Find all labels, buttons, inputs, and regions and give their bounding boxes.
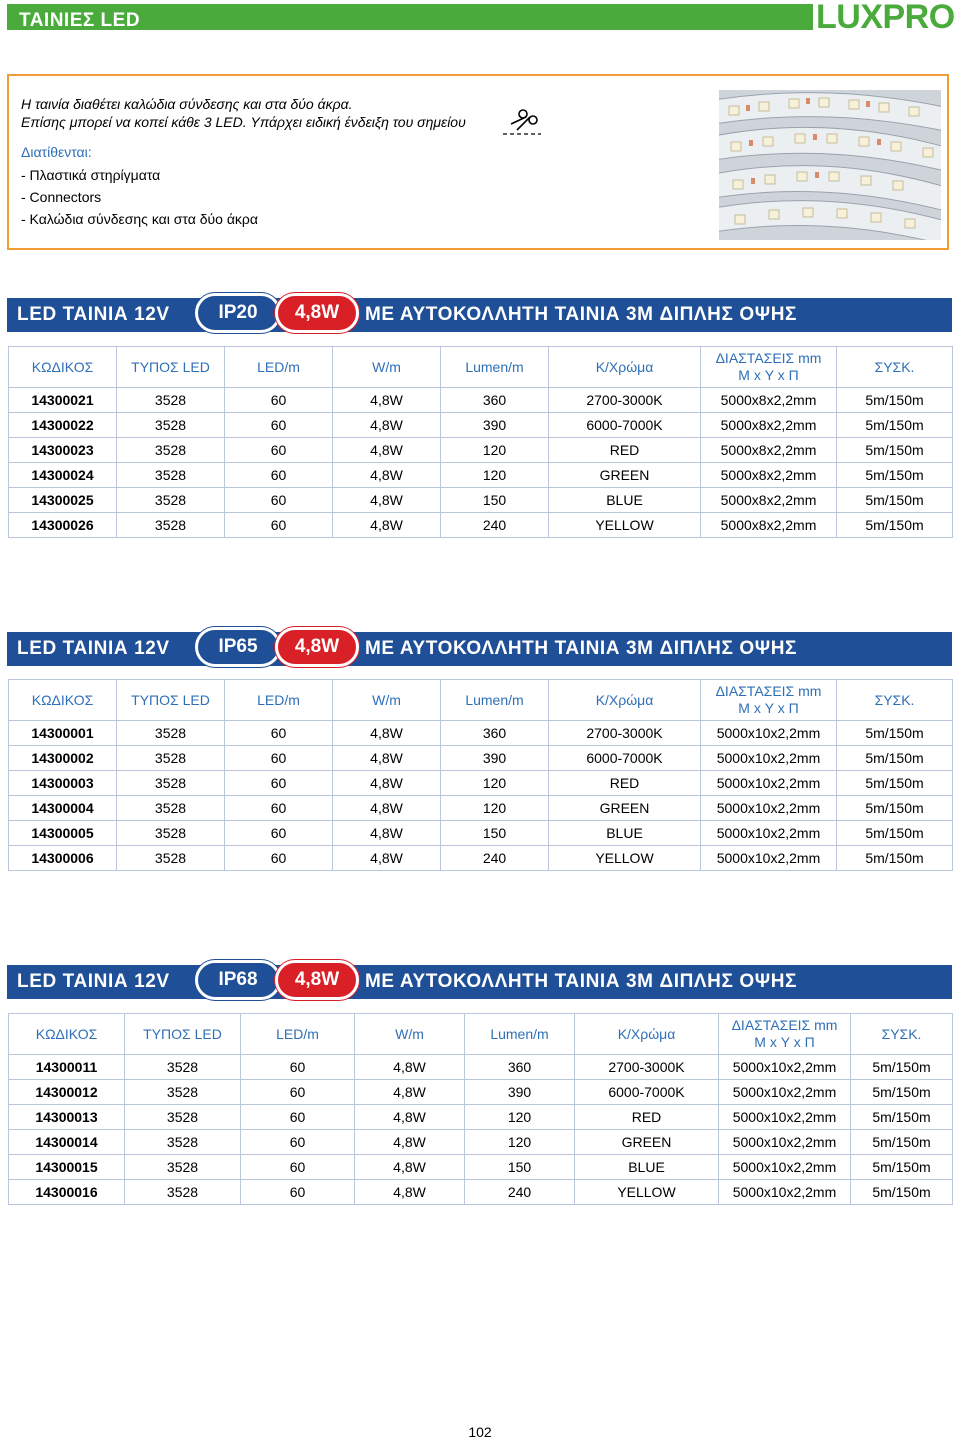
led-type-cell: 3528	[117, 746, 225, 771]
watt-cell: 4,8W	[333, 796, 441, 821]
col-header-dimensions	[719, 1014, 851, 1055]
dimensions-cell: 5000x10x2,2mm	[719, 1105, 851, 1130]
package-cell: 5m/150m	[851, 1180, 953, 1205]
dimensions-axes-label: Μ x Υ x Π	[738, 700, 799, 716]
led-per-m-cell: 60	[225, 413, 333, 438]
color-cell: YELLOW	[549, 846, 701, 871]
watt-cell: 4,8W	[333, 746, 441, 771]
watt-cell: 4,8W	[333, 846, 441, 871]
table-row	[9, 821, 953, 846]
col-header-watt-per-m: W/m	[333, 347, 441, 388]
section-subtitle: ΜΕ ΑΥΤΟΚΟΛΛΗΤΗ ΤΑΙΝΙΑ 3M ΔΙΠΛΗΣ ΟΨΗΣ	[365, 638, 798, 659]
lumen-cell: 390	[441, 413, 549, 438]
col-header-led-type: ΤΥΠΟΣ LED	[117, 347, 225, 388]
led-type-cell: 3528	[117, 721, 225, 746]
table-row	[9, 388, 953, 413]
watt-cell: 4,8W	[355, 1105, 465, 1130]
table-row	[9, 413, 953, 438]
table-row	[9, 438, 953, 463]
watt-cell: 4,8W	[355, 1055, 465, 1080]
led-per-m-cell: 60	[225, 746, 333, 771]
page-title: ΤΑΙΝΙΕΣ LED	[19, 10, 141, 31]
col-header-package: ΣΥΣΚ.	[837, 680, 953, 721]
package-cell: 5m/150m	[837, 821, 953, 846]
dimensions-label: ΔΙΑΣΤΑΣΕΙΣ mm	[715, 350, 822, 366]
code-cell: 14300023	[9, 438, 117, 463]
lumen-cell: 240	[441, 513, 549, 538]
package-cell: 5m/150m	[837, 513, 953, 538]
section-subtitle: ΜΕ ΑΥΤΟΚΟΛΛΗΤΗ ΤΑΙΝΙΑ 3M ΔΙΠΛΗΣ ΟΨΗΣ	[365, 971, 798, 992]
color-cell: RED	[575, 1105, 719, 1130]
ip-rating-badge: IP68	[195, 960, 281, 1000]
dimensions-cell: 5000x10x2,2mm	[701, 746, 837, 771]
available-item-1: - Πλαστικά στηρίγματα	[21, 167, 161, 183]
spec-table-ip20	[8, 346, 953, 538]
lumen-cell: 240	[465, 1180, 575, 1205]
table-row	[9, 1055, 953, 1080]
led-per-m-cell: 60	[241, 1130, 355, 1155]
package-cell: 5m/150m	[837, 463, 953, 488]
color-cell: YELLOW	[549, 513, 701, 538]
wattage-badge: 4,8W	[275, 293, 359, 333]
section-header-ip65	[7, 632, 952, 666]
lumen-cell: 120	[441, 463, 549, 488]
col-header-dimensions	[701, 347, 837, 388]
lumen-cell: 150	[465, 1155, 575, 1180]
package-cell: 5m/150m	[851, 1130, 953, 1155]
code-cell: 14300002	[9, 746, 117, 771]
ip-rating-badge: IP65	[195, 627, 281, 667]
col-header-package: ΣΥΣΚ.	[837, 347, 953, 388]
color-cell: BLUE	[549, 488, 701, 513]
brand-logo: LUXPRO	[816, 0, 955, 36]
col-header-led-per-m: LED/m	[225, 680, 333, 721]
led-type-cell: 3528	[125, 1105, 241, 1130]
watt-cell: 4,8W	[333, 463, 441, 488]
package-cell: 5m/150m	[837, 846, 953, 871]
color-cell: YELLOW	[575, 1180, 719, 1205]
led-type-cell: 3528	[117, 846, 225, 871]
code-cell: 14300021	[9, 388, 117, 413]
led-type-cell: 3528	[125, 1055, 241, 1080]
led-per-m-cell: 60	[241, 1080, 355, 1105]
table-row	[9, 846, 953, 871]
led-per-m-cell: 60	[225, 388, 333, 413]
dimensions-cell: 5000x10x2,2mm	[719, 1130, 851, 1155]
section-title: LED ΤΑΙΝΙΑ 12V	[17, 638, 170, 659]
package-cell: 5m/150m	[837, 488, 953, 513]
code-cell: 14300001	[9, 721, 117, 746]
dimensions-cell: 5000x10x2,2mm	[719, 1180, 851, 1205]
dimensions-cell: 5000x10x2,2mm	[701, 846, 837, 871]
table-row	[9, 488, 953, 513]
lumen-cell: 390	[441, 746, 549, 771]
led-per-m-cell: 60	[225, 463, 333, 488]
available-label: Διατίθενται:	[21, 144, 92, 160]
lumen-cell: 360	[441, 388, 549, 413]
package-cell: 5m/150m	[837, 413, 953, 438]
table-row	[9, 1080, 953, 1105]
led-type-cell: 3528	[117, 488, 225, 513]
code-cell: 14300024	[9, 463, 117, 488]
col-header-led-per-m: LED/m	[241, 1014, 355, 1055]
dimensions-cell: 5000x10x2,2mm	[701, 821, 837, 846]
dimensions-axes-label: Μ x Υ x Π	[738, 367, 799, 383]
spec-table-ip68	[8, 1013, 953, 1205]
code-cell: 14300026	[9, 513, 117, 538]
lumen-cell: 120	[465, 1105, 575, 1130]
col-header-lumen-per-m: Lumen/m	[441, 347, 549, 388]
table-row	[9, 1105, 953, 1130]
dimensions-cell: 5000x10x2,2mm	[701, 796, 837, 821]
dimensions-cell: 5000x8x2,2mm	[701, 463, 837, 488]
code-cell: 14300025	[9, 488, 117, 513]
package-cell: 5m/150m	[837, 771, 953, 796]
color-cell: 2700-3000K	[575, 1055, 719, 1080]
table-row	[9, 721, 953, 746]
package-cell: 5m/150m	[851, 1155, 953, 1180]
table-header-row	[9, 680, 953, 721]
table-header-row	[9, 1014, 953, 1055]
table-row	[9, 513, 953, 538]
dimensions-cell: 5000x10x2,2mm	[719, 1155, 851, 1180]
code-cell: 14300022	[9, 413, 117, 438]
led-type-cell: 3528	[125, 1180, 241, 1205]
code-cell: 14300004	[9, 796, 117, 821]
led-per-m-cell: 60	[225, 796, 333, 821]
led-type-cell: 3528	[125, 1130, 241, 1155]
led-type-cell: 3528	[125, 1155, 241, 1180]
color-cell: 2700-3000K	[549, 388, 701, 413]
package-cell: 5m/150m	[851, 1055, 953, 1080]
color-cell: 6000-7000K	[549, 413, 701, 438]
watt-cell: 4,8W	[333, 488, 441, 513]
package-cell: 5m/150m	[851, 1105, 953, 1130]
dimensions-cell: 5000x10x2,2mm	[719, 1080, 851, 1105]
code-cell: 14300015	[9, 1155, 125, 1180]
dimensions-cell: 5000x10x2,2mm	[701, 771, 837, 796]
wattage-badge: 4,8W	[275, 960, 359, 1000]
led-strip-photo	[719, 90, 941, 240]
led-per-m-cell: 60	[241, 1055, 355, 1080]
table-row	[9, 1130, 953, 1155]
info-line-1: Η ταινία διαθέτει καλώδια σύνδεσης και στα δύο άκρα.	[21, 96, 353, 112]
led-per-m-cell: 60	[225, 771, 333, 796]
led-type-cell: 3528	[117, 438, 225, 463]
section-header-ip68	[7, 965, 952, 999]
page-number: 102	[468, 1424, 492, 1440]
watt-cell: 4,8W	[333, 821, 441, 846]
dimensions-cell: 5000x10x2,2mm	[701, 721, 837, 746]
table-header-row	[9, 347, 953, 388]
header-bar	[7, 4, 813, 30]
watt-cell: 4,8W	[333, 771, 441, 796]
led-type-cell: 3528	[125, 1080, 241, 1105]
color-cell: GREEN	[575, 1130, 719, 1155]
package-cell: 5m/150m	[837, 721, 953, 746]
dimensions-label: ΔΙΑΣΤΑΣΕΙΣ mm	[731, 1017, 838, 1033]
col-header-led-type: ΤΥΠΟΣ LED	[125, 1014, 241, 1055]
col-header-color: K/Χρώμα	[549, 347, 701, 388]
table-row	[9, 463, 953, 488]
col-header-code: ΚΩΔΙΚΟΣ	[9, 1014, 125, 1055]
dimensions-cell: 5000x8x2,2mm	[701, 388, 837, 413]
lumen-cell: 120	[441, 771, 549, 796]
led-per-m-cell: 60	[225, 513, 333, 538]
led-per-m-cell: 60	[225, 721, 333, 746]
dimensions-cell: 5000x8x2,2mm	[701, 488, 837, 513]
led-type-cell: 3528	[117, 821, 225, 846]
lumen-cell: 150	[441, 821, 549, 846]
dimensions-label: ΔΙΑΣΤΑΣΕΙΣ mm	[715, 683, 822, 699]
col-header-watt-per-m: W/m	[333, 680, 441, 721]
watt-cell: 4,8W	[355, 1080, 465, 1105]
lumen-cell: 240	[441, 846, 549, 871]
color-cell: GREEN	[549, 463, 701, 488]
led-type-cell: 3528	[117, 796, 225, 821]
lumen-cell: 120	[441, 438, 549, 463]
color-cell: BLUE	[549, 821, 701, 846]
col-header-color: K/Χρώμα	[575, 1014, 719, 1055]
led-per-m-cell: 60	[241, 1105, 355, 1130]
color-cell: RED	[549, 438, 701, 463]
lumen-cell: 150	[441, 488, 549, 513]
col-header-package: ΣΥΣΚ.	[851, 1014, 953, 1055]
led-type-cell: 3528	[117, 513, 225, 538]
section-title: LED ΤΑΙΝΙΑ 12V	[17, 304, 170, 325]
color-cell: 2700-3000K	[549, 721, 701, 746]
col-header-code: ΚΩΔΙΚΟΣ	[9, 680, 117, 721]
watt-cell: 4,8W	[355, 1180, 465, 1205]
wattage-badge: 4,8W	[275, 627, 359, 667]
available-item-3: - Καλώδια σύνδεσης και στα δύο άκρα	[21, 211, 258, 227]
led-per-m-cell: 60	[241, 1155, 355, 1180]
table-row	[9, 1180, 953, 1205]
col-header-dimensions	[701, 680, 837, 721]
section-header-ip20	[7, 298, 952, 332]
package-cell: 5m/150m	[837, 438, 953, 463]
code-cell: 14300003	[9, 771, 117, 796]
color-cell: 6000-7000K	[575, 1080, 719, 1105]
col-header-lumen-per-m: Lumen/m	[441, 680, 549, 721]
watt-cell: 4,8W	[355, 1130, 465, 1155]
table-row	[9, 1155, 953, 1180]
led-per-m-cell: 60	[225, 438, 333, 463]
section-title: LED ΤΑΙΝΙΑ 12V	[17, 971, 170, 992]
package-cell: 5m/150m	[837, 746, 953, 771]
dimensions-cell: 5000x10x2,2mm	[719, 1055, 851, 1080]
package-cell: 5m/150m	[837, 388, 953, 413]
watt-cell: 4,8W	[333, 388, 441, 413]
led-type-cell: 3528	[117, 388, 225, 413]
led-per-m-cell: 60	[225, 846, 333, 871]
color-cell: BLUE	[575, 1155, 719, 1180]
info-line-2: Επίσης μπορεί να κοπεί κάθε 3 LED. Υπάρχει ειδική ένδειξη του σημείου	[21, 114, 466, 130]
ip-rating-badge: IP20	[195, 293, 281, 333]
led-per-m-cell: 60	[225, 821, 333, 846]
col-header-led-per-m: LED/m	[225, 347, 333, 388]
col-header-watt-per-m: W/m	[355, 1014, 465, 1055]
lumen-cell: 360	[441, 721, 549, 746]
col-header-led-type: ΤΥΠΟΣ LED	[117, 680, 225, 721]
code-cell: 14300006	[9, 846, 117, 871]
section-subtitle: ΜΕ ΑΥΤΟΚΟΛΛΗΤΗ ΤΑΙΝΙΑ 3M ΔΙΠΛΗΣ ΟΨΗΣ	[365, 304, 798, 325]
code-cell: 14300012	[9, 1080, 125, 1105]
led-type-cell: 3528	[117, 771, 225, 796]
dimensions-cell: 5000x8x2,2mm	[701, 513, 837, 538]
table-row	[9, 796, 953, 821]
color-cell: RED	[549, 771, 701, 796]
dimensions-cell: 5000x8x2,2mm	[701, 413, 837, 438]
watt-cell: 4,8W	[355, 1155, 465, 1180]
watt-cell: 4,8W	[333, 513, 441, 538]
lumen-cell: 120	[441, 796, 549, 821]
lumen-cell: 120	[465, 1130, 575, 1155]
lumen-cell: 360	[465, 1055, 575, 1080]
col-header-lumen-per-m: Lumen/m	[465, 1014, 575, 1055]
lumen-cell: 390	[465, 1080, 575, 1105]
watt-cell: 4,8W	[333, 438, 441, 463]
led-per-m-cell: 60	[225, 488, 333, 513]
led-per-m-cell: 60	[241, 1180, 355, 1205]
col-header-code: ΚΩΔΙΚΟΣ	[9, 347, 117, 388]
watt-cell: 4,8W	[333, 721, 441, 746]
code-cell: 14300014	[9, 1130, 125, 1155]
table-row	[9, 746, 953, 771]
led-type-cell: 3528	[117, 413, 225, 438]
scissors-icon	[503, 106, 541, 136]
code-cell: 14300013	[9, 1105, 125, 1130]
code-cell: 14300005	[9, 821, 117, 846]
col-header-color: K/Χρώμα	[549, 680, 701, 721]
package-cell: 5m/150m	[837, 796, 953, 821]
available-item-2: - Connectors	[21, 189, 102, 205]
table-row	[9, 771, 953, 796]
info-box	[7, 74, 949, 250]
dimensions-cell: 5000x8x2,2mm	[701, 438, 837, 463]
watt-cell: 4,8W	[333, 413, 441, 438]
package-cell: 5m/150m	[851, 1080, 953, 1105]
code-cell: 14300016	[9, 1180, 125, 1205]
dimensions-axes-label: Μ x Υ x Π	[754, 1034, 815, 1050]
led-type-cell: 3528	[117, 463, 225, 488]
code-cell: 14300011	[9, 1055, 125, 1080]
color-cell: 6000-7000K	[549, 746, 701, 771]
spec-table-ip65	[8, 679, 953, 871]
color-cell: GREEN	[549, 796, 701, 821]
